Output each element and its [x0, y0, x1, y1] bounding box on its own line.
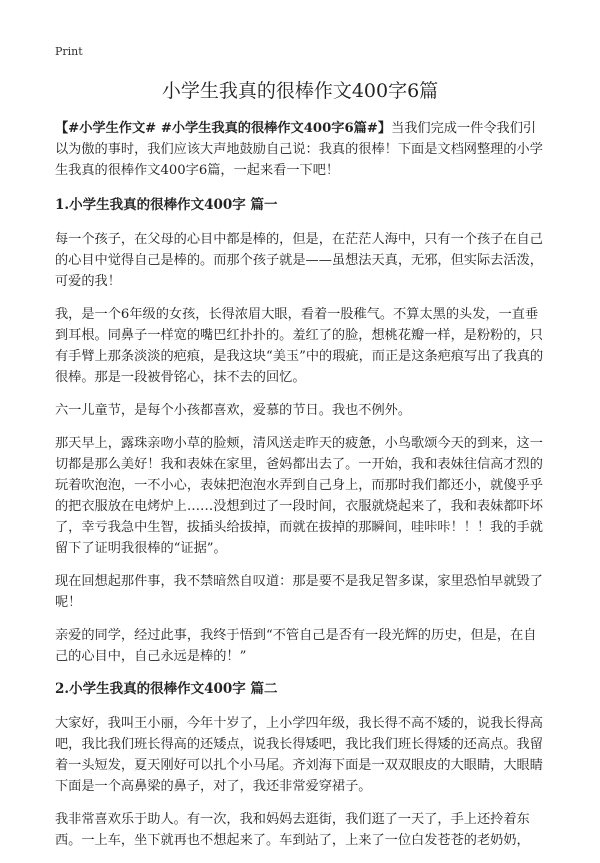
paragraph: 亲爱的同学，经过此事，我终于悟到“不管自己是否有一段光辉的历史，但是，在自己的心目中，自己永远是棒的！”: [55, 628, 537, 664]
paragraph: 我非常喜欢乐于助人。有一次，我和妈妈去逛街，我们逛了一天了，手上还拎着东西。一上车，坐下就再也不想起来了。车到站了，上来了一位白发苍苍的老奶奶，: [55, 812, 530, 848]
paragraph: 那天早上，露珠亲吻小草的脸颊，清风送走昨天的疲惫，小鸟歌颂今天的到来，这一切都是那么美好！我和表妹在家里，爸妈都出去了。一开始，我和表妹往信高才烈的玩着吹泡泡，一不小心，表妹把泡泡水弄到自己身上，而那时我们都还小，就傻乎乎的把衣服放在电烤炉上……没想到过了一段时间，衣服就烧起来了，我和表妹都吓坏了，幸亏我急中生智，拔插头给拔掉，而就在拔掉的那瞬间，哇咔咔！！！我的手就留下了证明我很棒的“证据”。: [55, 436, 543, 556]
print-label[interactable]: Print: [55, 45, 83, 58]
intro-paragraph: [55, 118, 545, 181]
paragraph: 现在回想起那件事，我不禁暗然自叹道：那是要不是我足智多谋，家里恐怕早就毁了呢！: [55, 574, 543, 610]
paragraph: 六一儿童节，是每个小孩都喜欢，爱慕的节日。我也不例外。: [55, 403, 412, 418]
section-heading-2: 2.小学生我真的很棒作文400字 篇二: [55, 681, 278, 697]
page-title: 小学生我真的很棒作文400字6篇: [161, 80, 439, 102]
paragraph: 每一个孩子，在父母的心目中都是棒的，但是，在茫茫人海中，只有一个孩子在自己的心目中觉得自己是棒的。而那个孩子就是——虽想法天真，无邪，但实际去活泼，可爱的我！: [55, 232, 543, 289]
document-body: [55, 118, 545, 863]
paragraph: 我，是一个6年级的女孩，长得浓眉大眼，看着一股稚气。不算太黑的头发，一直垂到耳根。同鼻子一样宽的嘴巴红扑扑的。羞红了的脸，想桃花瓣一样，是粉粉的，只有手臂上那条淡淡的疤痕，是我这块“美玉”中的瑕疵，而正是这条疤痕写出了我真的很棒。那是一段被骨铭心，抹不去的回忆。: [55, 307, 544, 385]
intro-tags: 【#小学生作文# #小学生我真的很棒作文400字6篇#】: [55, 121, 392, 136]
paragraph: 大家好，我叫王小丽，今年十岁了，上小学四年级，我长得不高不矮的，说我长得高吧，我比我们班长得高的还矮点，说我长得矮吧，我比我们班长得矮的还高点。我留着一头短发，夏天刚好可以扎个小马尾。齐刘海下面是一双双眼皮的大眼睛，大眼睛下面是一个高鼻梁的鼻子，对了，我还非常爱穿裙子。: [55, 716, 543, 794]
section-heading-1: 1.小学生我真的很棒作文400字 篇一: [55, 197, 278, 213]
intro-text: 当我们完成一件令我们引以为傲的事时，我们应该大声地鼓励自己说：我真的很棒！下面是文档网整理的小学生我真的很棒作文400字6篇，一起来看一下吧！: [55, 121, 543, 178]
